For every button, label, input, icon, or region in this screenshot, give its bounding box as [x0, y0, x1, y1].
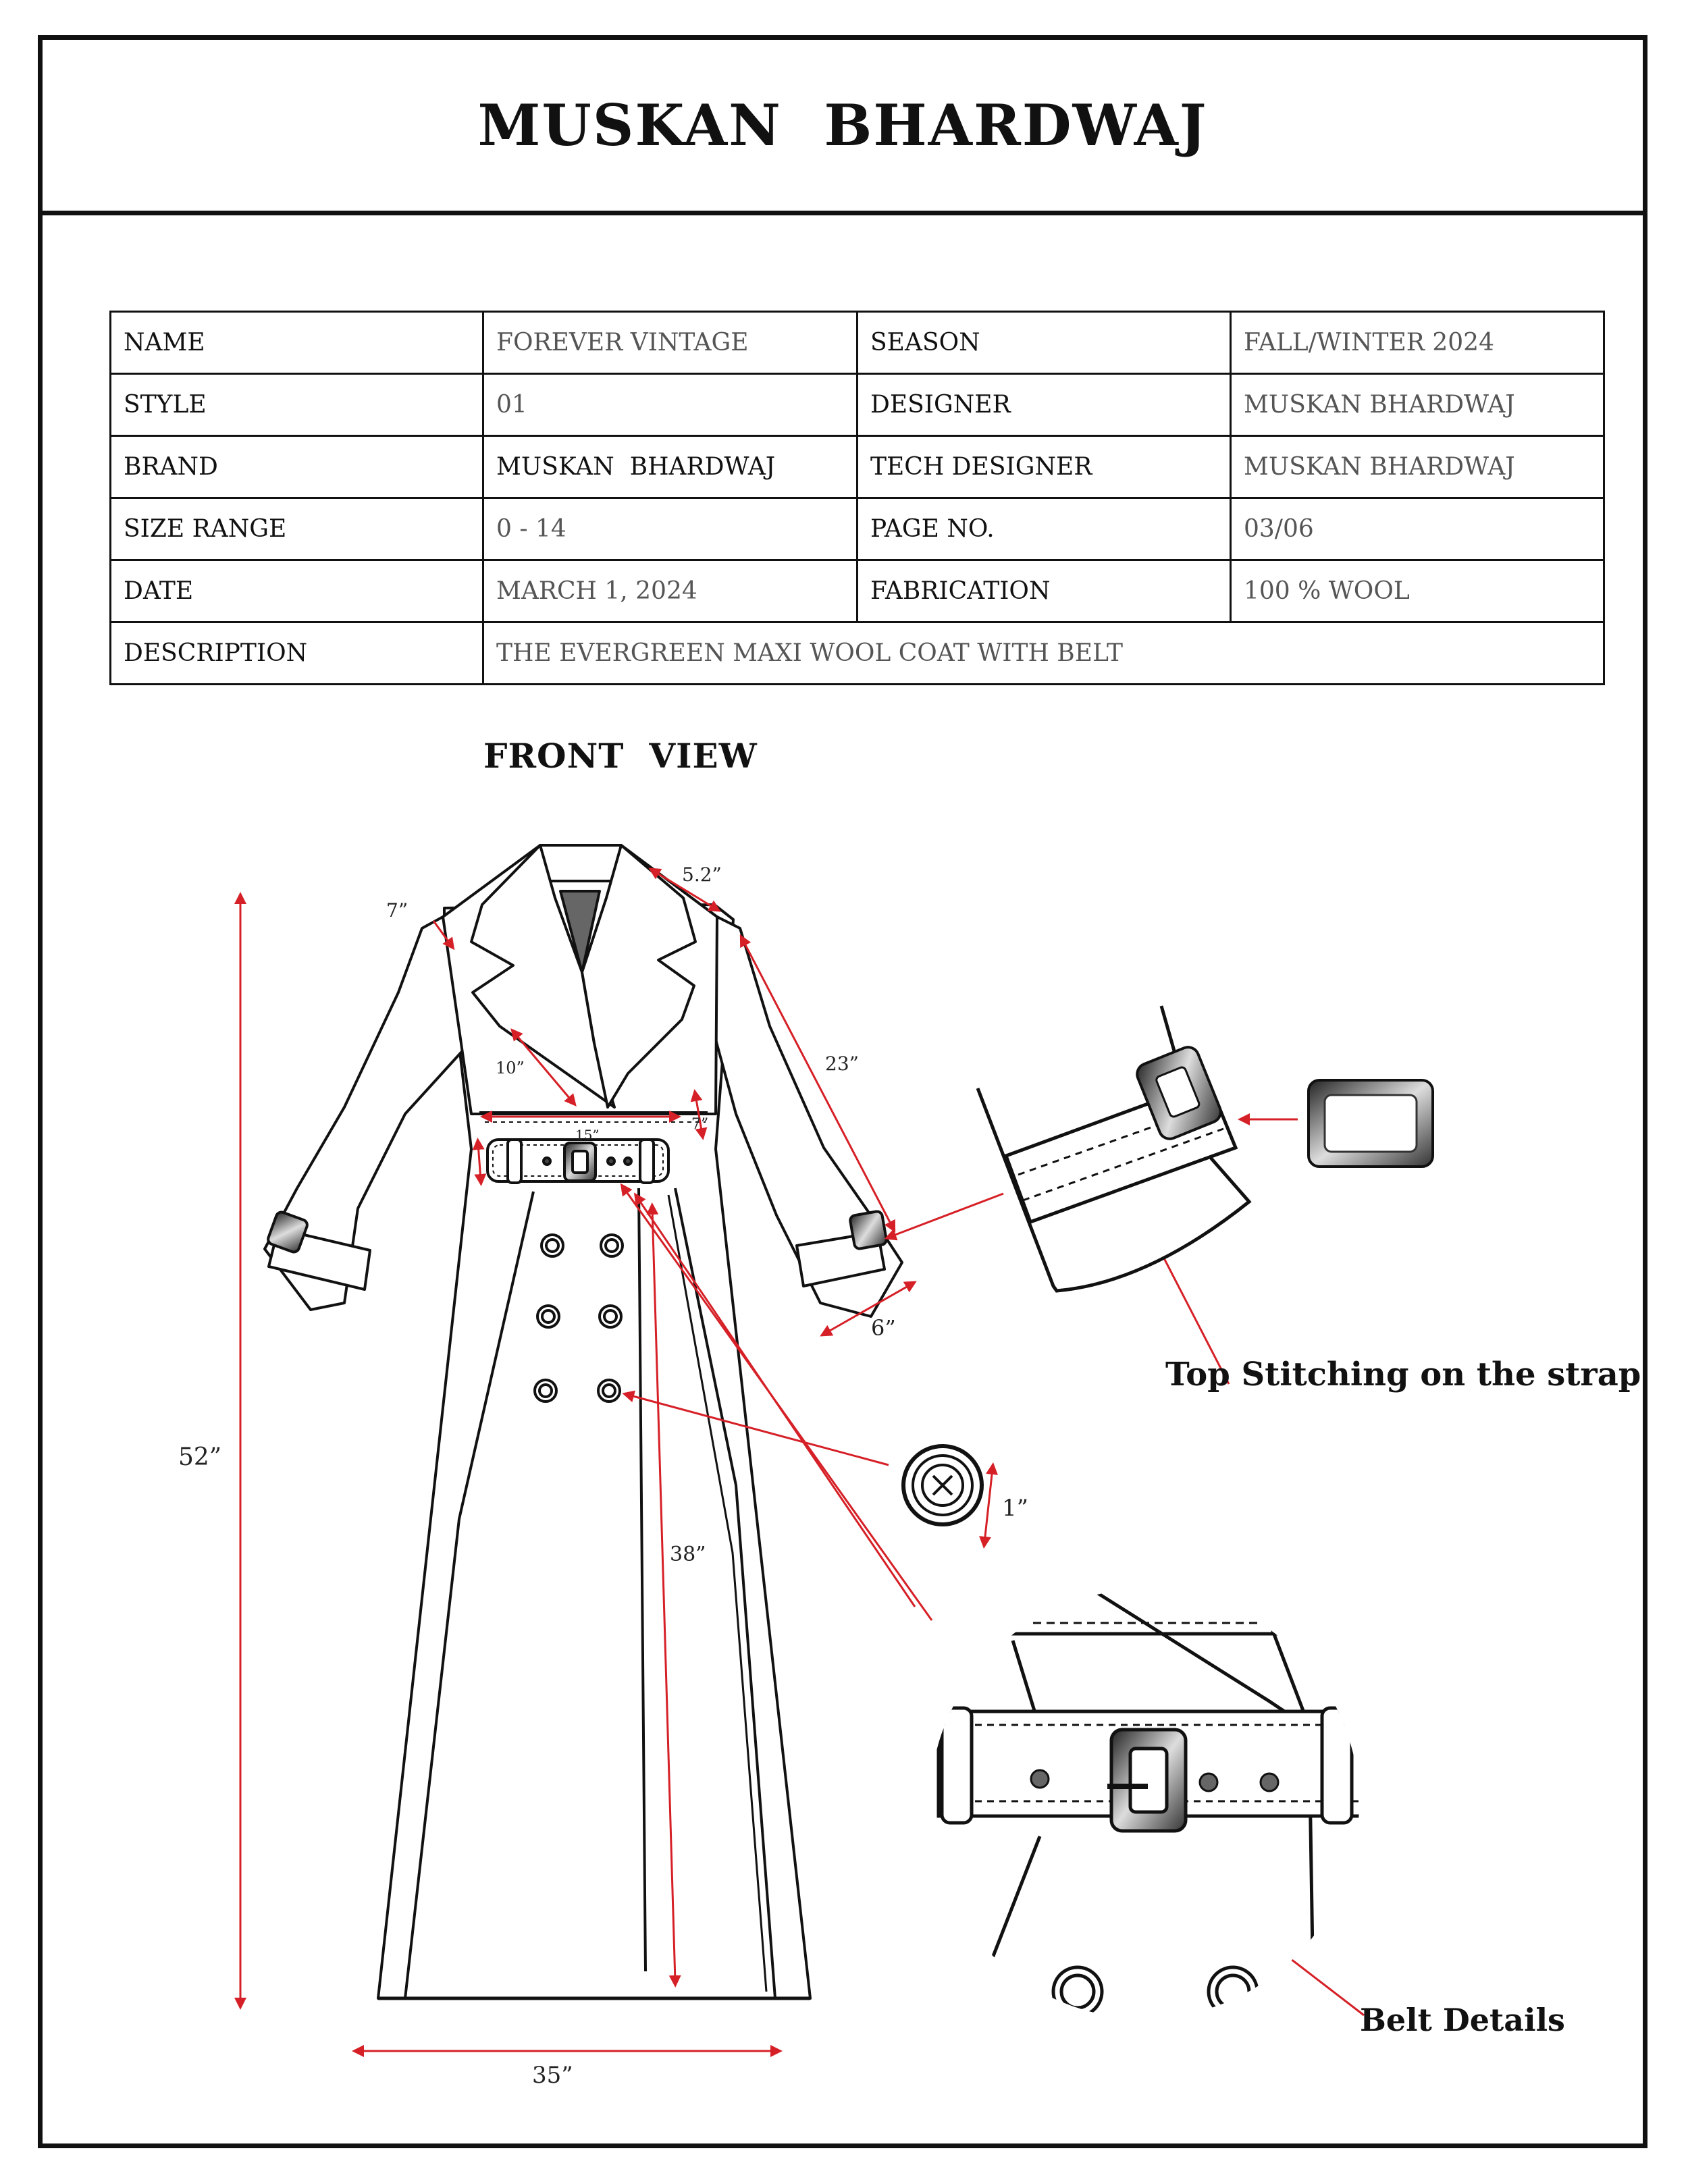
label-description: DESCRIPTION: [111, 622, 483, 685]
button-detail-icon: [903, 1446, 982, 1524]
value-season: FALL/WINTER 2024: [1231, 312, 1604, 374]
collar-measure: 7”: [386, 899, 408, 922]
label-date: DATE: [111, 560, 483, 622]
belt-width-measure: 15”: [575, 1127, 600, 1143]
value-description: THE EVERGREEN MAXI WOOL COAT WITH BELT: [483, 622, 1604, 685]
sleeve-measure: 23”: [825, 1053, 859, 1075]
value-size-range: 0 - 14: [483, 498, 858, 560]
lapel-length-measure: 10”: [496, 1059, 525, 1077]
value-date: MARCH 1, 2024: [483, 560, 858, 622]
value-page-no: 03/06: [1231, 498, 1604, 560]
strap-callout: Top Stitching on the strap: [1165, 1356, 1641, 1393]
lapel-measure: 5.2”: [682, 863, 722, 886]
value-designer: MUSKAN BHARDWAJ: [1231, 374, 1604, 436]
total-length-measure: 52”: [178, 1443, 222, 1471]
label-season: SEASON: [858, 312, 1231, 374]
strap-detail: [978, 1006, 1249, 1291]
value-fabrication: 100 % WOOL: [1231, 560, 1604, 622]
front-view-title: FRONT VIEW: [483, 736, 758, 776]
label-name: NAME: [111, 312, 483, 374]
value-style: 01: [483, 374, 858, 436]
designer-title: MUSKAN BHARDWAJ: [477, 92, 1208, 159]
label-brand: BRAND: [111, 436, 483, 498]
skirt-length-measure: 38”: [670, 1543, 706, 1566]
coat-drawing: [265, 845, 902, 1998]
collar: [540, 845, 623, 881]
hem-measure: 35”: [532, 2062, 573, 2089]
label-page-no: PAGE NO.: [858, 498, 1231, 560]
button-measure: 1”: [1002, 1495, 1029, 1522]
label-tech-designer: TECH DESIGNER: [858, 436, 1231, 498]
belt: [487, 1140, 668, 1183]
cuff-measure: 6”: [871, 1315, 896, 1341]
label-fabrication: FABRICATION: [858, 560, 1231, 622]
value-name: FOREVER VINTAGE: [483, 312, 858, 374]
belt-callout: Belt Details: [1360, 2002, 1565, 2038]
belt-height-measure: 7”: [691, 1116, 709, 1133]
buckle-icon: [1309, 1080, 1433, 1167]
value-tech-designer: MUSKAN BHARDWAJ: [1231, 436, 1604, 498]
value-brand: MUSKAN BHARDWAJ: [483, 436, 858, 498]
label-designer: DESIGNER: [858, 374, 1231, 436]
label-style: STYLE: [111, 374, 483, 436]
label-size-range: SIZE RANGE: [111, 498, 483, 560]
